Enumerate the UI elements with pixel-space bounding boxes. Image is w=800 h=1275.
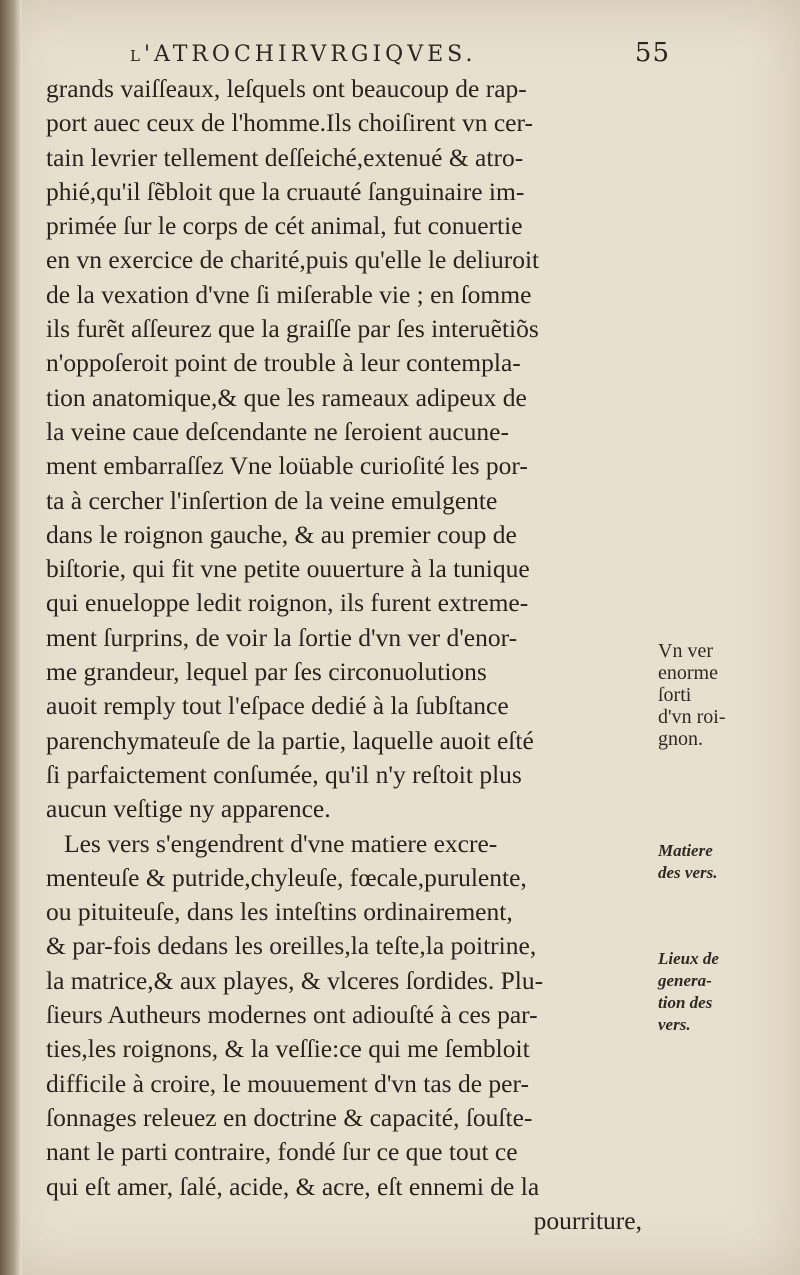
text-line: primée ſur le corps de cét animal, fut conuertie	[46, 211, 523, 241]
text-line: parenchymateuſe de la partie, laquelle auoit eſté	[46, 725, 534, 755]
text-line: qui eſt amer, ſalé, acide, & acre, eſt ennemi de la	[46, 1171, 540, 1201]
text-line: nant le parti contraire, fondé ſur ce que tout ce	[46, 1137, 518, 1167]
margin-note-line: tion des	[658, 993, 713, 1012]
margin-note-line: ſorti	[658, 684, 692, 706]
text-line: en vn exercice de charité,puis qu'elle le deliuroit	[46, 245, 540, 275]
text-line: Les vers s'engendrent d'vne matiere excre-	[64, 828, 498, 858]
margin-note-line: vers.	[658, 1015, 691, 1034]
text-line: n'oppoſeroit point de trouble à leur contempla-	[46, 348, 521, 378]
text-line: me grandeur, lequel par ſes circonuolutions	[46, 657, 487, 687]
text-line: ils furẽt aſſeurez que la graiſſe par ſes interuẽtiõs	[46, 314, 539, 344]
text-line: dans le roignon gauche, & au premier coup de	[46, 519, 517, 549]
body-text	[46, 72, 652, 1238]
text-line: ſieurs Autheurs modernes ont adiouſté à ces par-	[46, 1000, 538, 1030]
margin-note-line: gnon.	[658, 728, 703, 750]
book-spine-shadow	[0, 0, 22, 1275]
margin-note-line: des vers.	[658, 863, 718, 882]
margin-note-line: Matiere	[658, 841, 713, 860]
text-line: ties,les roignons, & la veſſie:ce qui me ſembloit	[46, 1034, 530, 1064]
margin-note-line: d'vn roi-	[658, 706, 726, 728]
margin-note-lieux	[658, 948, 778, 1036]
text-line: biſtorie, qui fit vne petite ouuerture à la tunique	[46, 554, 530, 584]
text-line: qui enueloppe ledit roignon, ils furent extreme-	[46, 588, 529, 618]
margin-note-matiere	[658, 840, 778, 884]
text-line: aucun veſtige ny apparence.	[46, 794, 331, 824]
text-line: auoit remply tout l'eſpace dedié à la ſubſtance	[46, 691, 509, 721]
margin-note-line: Vn ver	[658, 640, 713, 662]
text-line: ſonnages releuez en doctrine & capacité, ſouſte-	[46, 1102, 533, 1132]
text-line: tain levrier tellement deſſeiché,extenué & atro-	[46, 142, 524, 172]
text-line: port auec ceux de l'homme.Ils choiſirent vn cer-	[46, 108, 533, 138]
text-line: ment ſurprins, de voir la ſortie d'vn ver d'enor-	[46, 622, 518, 652]
text-line: difficile à croire, le mouuement d'vn tas de per-	[46, 1068, 529, 1098]
page-header	[130, 38, 670, 72]
page-number: 55	[634, 38, 670, 68]
catchword: pourriture,	[533, 1205, 642, 1235]
text-line: phié,qu'il ſẽbloit que la cruauté ſanguinaire im-	[46, 176, 525, 206]
text-line: menteuſe & putride,chyleuſe, fœcale,purulente,	[46, 862, 527, 892]
text-line: ment embarraſſez Vne loüable curioſité les por-	[46, 451, 528, 481]
text-line: la veine caue deſcendante ne ſeroient aucune-	[46, 416, 509, 446]
text-line: grands vaiſſeaux, leſquels ont beaucoup de rap-	[46, 74, 527, 103]
text-line: ſi parfaictement conſumée, qu'il n'y reſtoit plus	[46, 759, 522, 789]
margin-note-line: Lieux de	[658, 949, 719, 968]
text-line: de la vexation d'vne ſi miſerable vie ; en ſomme	[46, 279, 532, 309]
text-line: & par-fois dedans les oreilles,la teſte,la poitrine,	[46, 931, 537, 961]
running-title: l'ATROCHIRVRGIQVES.	[130, 42, 477, 67]
text-line: la matrice,& aux playes, & vlceres ſordides. Plu-	[46, 965, 544, 995]
text-line: ta à cercher l'inſertion de la veine emulgente	[46, 485, 498, 515]
margin-note-line: enorme	[658, 662, 718, 684]
text-line: ou pituiteuſe, dans les inteſtins ordinairement,	[46, 897, 513, 927]
margin-note-ver-enorme	[658, 640, 778, 750]
text-line: tion anatomique,& que les rameaux adipeux de	[46, 382, 527, 412]
margin-note-line: genera-	[658, 971, 712, 990]
